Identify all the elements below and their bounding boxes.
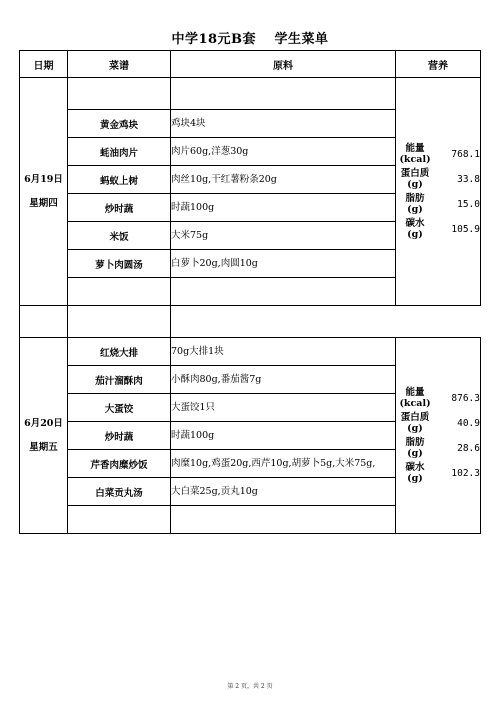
day-1-date: 6月19日 xyxy=(24,173,63,185)
ingredient-cell xyxy=(171,78,396,110)
page-title: 中学18元B套 学生菜单 xyxy=(171,32,329,47)
ingredient-text xyxy=(171,278,396,306)
day-2-date-cell xyxy=(20,338,68,534)
ingredient-text xyxy=(171,506,396,534)
nutrition-row xyxy=(396,412,480,434)
menu-table xyxy=(19,50,481,534)
nutrition-value: 768.1 xyxy=(451,148,480,160)
spacer-row xyxy=(20,306,481,338)
ingredient-text: 肉片60g,洋葱30g xyxy=(171,138,396,166)
nutrition-value: 28.6 xyxy=(457,442,480,454)
dish-name: 红烧大排 xyxy=(68,338,171,366)
nutrition-row xyxy=(396,218,480,240)
nutrition-value: 105.9 xyxy=(451,223,480,235)
day-2-weekday: 星期五 xyxy=(29,441,58,453)
nutrition-unit: (g) xyxy=(407,204,423,215)
dish-name: 黄金鸡块 xyxy=(68,110,171,138)
nutrition-row xyxy=(396,387,480,409)
nutrition-value: 40.9 xyxy=(457,417,480,429)
nutrition-unit: (g) xyxy=(407,179,423,190)
nutrition-value: 876.3 xyxy=(451,392,480,404)
nutrition-row xyxy=(396,462,480,484)
nutrition-unit: (kcal) xyxy=(399,398,431,409)
nutrition-value: 15.0 xyxy=(457,198,480,210)
nutrition-unit: (g) xyxy=(407,473,423,484)
header-row xyxy=(20,51,481,78)
ingredient-text: 70g大排1块 xyxy=(171,338,396,366)
nutrition-unit: (kcal) xyxy=(399,154,431,165)
nutrition-label: 脂肪 xyxy=(405,193,425,204)
nutrition-row xyxy=(396,168,480,190)
nutrition-label: 碳水 xyxy=(405,462,425,473)
day-1-weekday: 星期四 xyxy=(29,197,58,209)
nutrition-unit: (g) xyxy=(407,448,423,459)
day-1-nutrition xyxy=(396,78,481,306)
dish-name: 米饭 xyxy=(68,222,171,250)
dish-cell xyxy=(20,306,68,338)
dish-name: 萝卜肉圆汤 xyxy=(68,250,171,278)
ingredient-text: 大白菜25g,贡丸10g xyxy=(171,478,396,506)
header-date: 日期 xyxy=(20,51,68,78)
dish-name: 茄汁溜酥肉 xyxy=(68,366,171,394)
ingredient-cell xyxy=(68,306,171,338)
dish-name: 蚂蚁上树 xyxy=(68,166,171,194)
header-ingredients: 原料 xyxy=(171,51,396,78)
ingredient-text: 大蛋饺1只 xyxy=(171,394,396,422)
nutrition-label: 碳水 xyxy=(405,218,425,229)
ingredient-text: 时蔬100g xyxy=(171,194,396,222)
menu-row xyxy=(20,338,481,366)
page-footer: 第 2 页，共 2 页 xyxy=(227,683,273,690)
nutrition-value: 33.8 xyxy=(457,173,480,185)
nutrition-label: 能量 xyxy=(405,387,425,398)
nutrition-unit: (g) xyxy=(407,423,423,434)
spacer-row xyxy=(20,78,481,110)
day-2-date: 6月20日 xyxy=(24,417,63,429)
ingredient-text: 鸡块4块 xyxy=(171,110,396,138)
dish-name: 炒时蔬 xyxy=(68,422,171,450)
dish-name: 蚝油肉片 xyxy=(68,138,171,166)
ingredient-text: 小酥肉80g,番茄酱7g xyxy=(171,366,396,394)
dish-name: 芹香肉糜炒饭 xyxy=(68,450,171,478)
day-1-date-cell xyxy=(20,78,68,306)
ingredient-text: 大米75g xyxy=(171,222,396,250)
nutrition-row xyxy=(396,143,480,165)
dish-name: 炒时蔬 xyxy=(68,194,171,222)
nutrition-row xyxy=(396,437,480,459)
ingredient-text: 时蔬100g xyxy=(171,422,396,450)
day-2-nutrition xyxy=(396,338,481,534)
header-nutrition: 营养 xyxy=(396,51,481,78)
dish-cell xyxy=(68,78,171,110)
nutrition-label: 能量 xyxy=(405,143,425,154)
nutrition-label: 蛋白质 xyxy=(400,412,430,423)
dish-name xyxy=(68,278,171,306)
ingredient-text: 肉糜10g,鸡蛋20g,西芹10g,胡萝卜5g,大米75g, xyxy=(171,450,396,478)
nutrition-row xyxy=(396,193,480,215)
nutrition-value: 102.3 xyxy=(451,467,480,479)
header-dish: 菜谱 xyxy=(68,51,171,78)
dish-name xyxy=(68,506,171,534)
dish-name: 大蛋饺 xyxy=(68,394,171,422)
nutrition-label: 蛋白质 xyxy=(400,168,430,179)
ingredient-text: 白萝卜20g,肉圆10g xyxy=(171,250,396,278)
nutrition-label: 脂肪 xyxy=(405,437,425,448)
nutrition-unit: (g) xyxy=(407,229,423,240)
dish-name: 白菜贡丸汤 xyxy=(68,478,171,506)
ingredient-text: 肉丝10g,干红薯粉条20g xyxy=(171,166,396,194)
